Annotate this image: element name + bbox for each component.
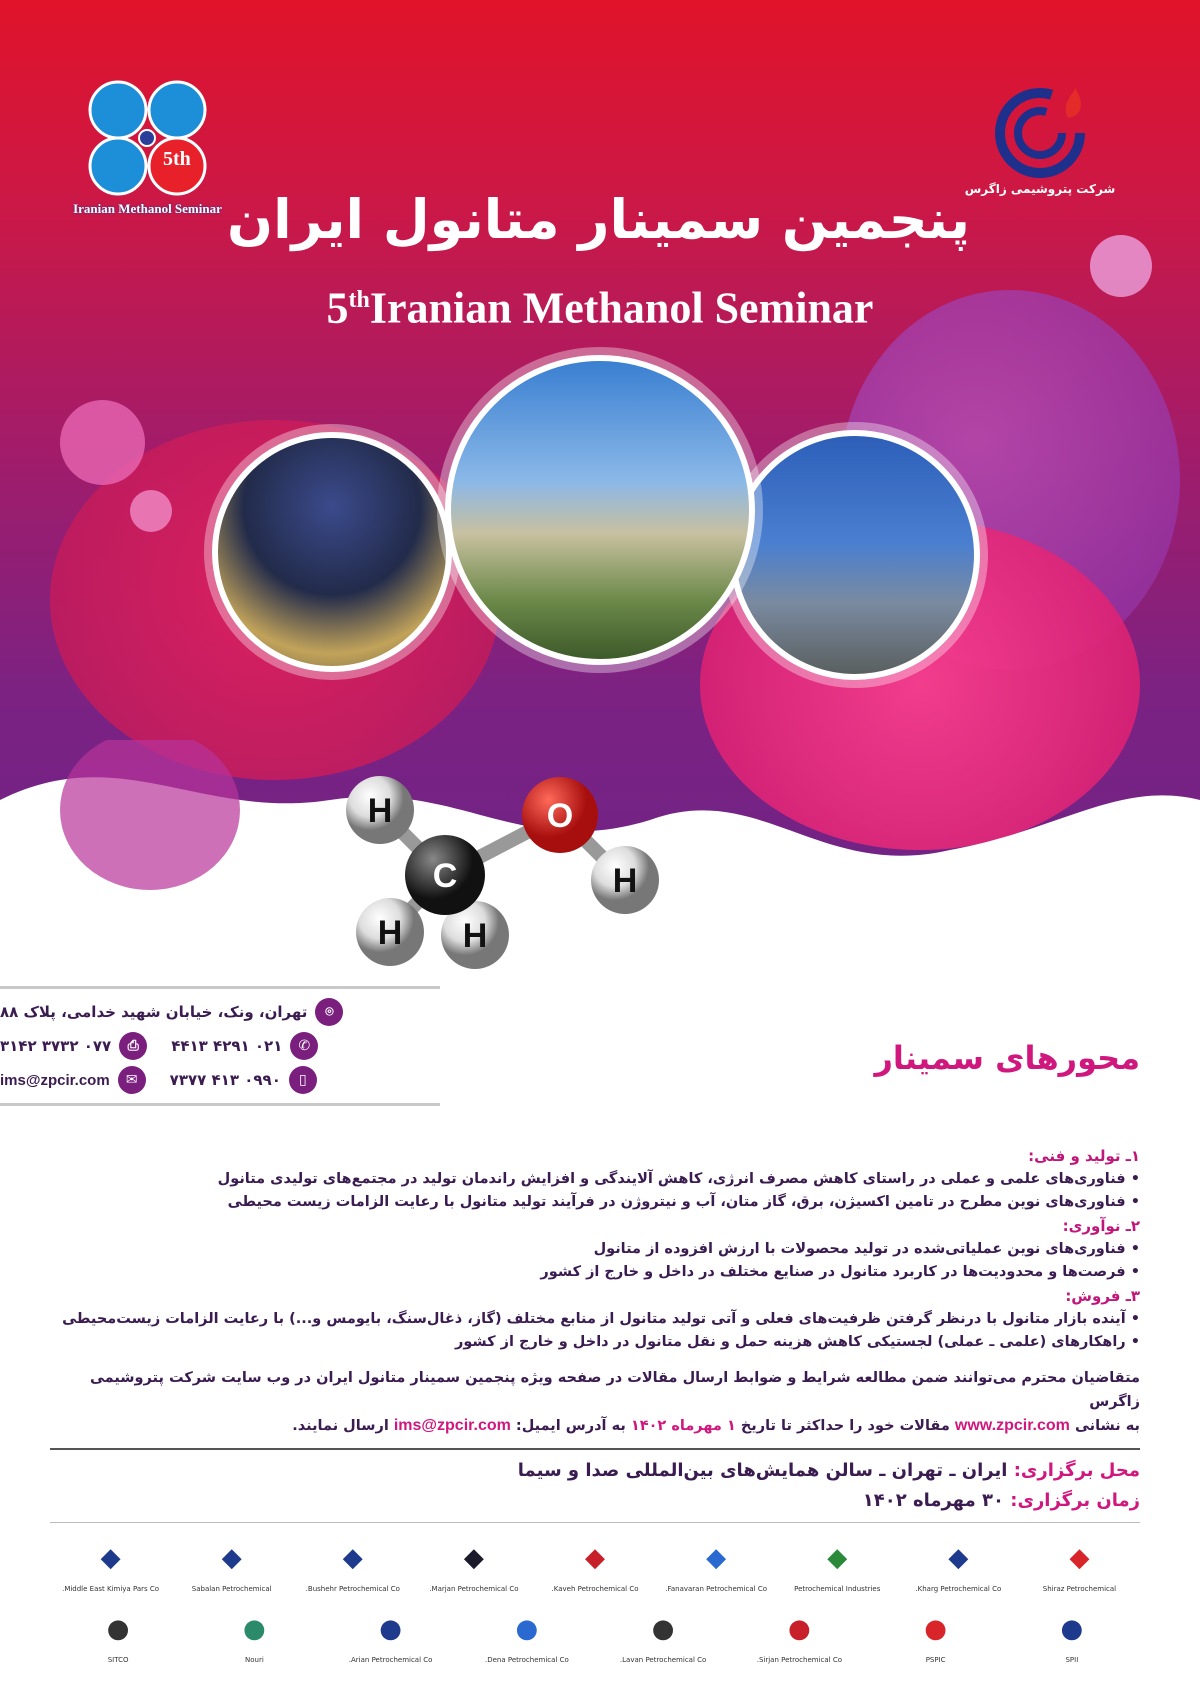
sponsor-mark-icon: ●: [651, 1613, 675, 1644]
decor-dot: [130, 490, 172, 532]
sponsor-mark-icon: ◆: [463, 1542, 484, 1573]
sponsor-mark-icon: ●: [788, 1613, 811, 1644]
topic-section-title: ۲ـ نوآوری:: [1062, 1217, 1140, 1235]
sponsor-name: Sirjan Petrochemical Co.: [756, 1656, 842, 1664]
sponsor-name: Petrochemical Industries: [794, 1585, 881, 1593]
sponsor-logo: [199, 1602, 309, 1665]
atom-label: H: [377, 914, 403, 952]
title-english: 5thIranian Methanol Seminar: [326, 283, 874, 333]
topic-section-title: ۳ـ فروش:: [1065, 1287, 1140, 1305]
sponsor-mark-icon: ◆: [706, 1542, 727, 1573]
sponsor-logo: [881, 1602, 991, 1665]
mobile-icon: ▯: [289, 1066, 317, 1094]
sponsor-row: [50, 1602, 1140, 1665]
sponsor-name: Sabalan Petrochemical: [191, 1585, 272, 1593]
sponsor-logo: [1024, 1531, 1134, 1594]
fax-icon: ⎙: [119, 1032, 147, 1060]
call-for-papers: متقاضیان محترم می‌توانند ضمن مطالعه شرایط و ضوابط ارسال مقالات در صفحه ویژه پنجمین سمینار متانول ایران در وب سایت شرکت پتروشیمی زاگرس به نشانی www.zpcir.com مقالات خود را حداکثر تا تاریخ ۱ مهرماه ۱۴۰۲ به آدرس ایمیل: ims@zpcir.com ارسال نمایند.: [89, 1370, 1140, 1434]
decor-dot: [1090, 235, 1152, 297]
sponsor-name: Fanavaran Petrochemical Co.: [665, 1585, 767, 1593]
sponsor-row: [50, 1531, 1140, 1594]
methanol-molecule: [330, 770, 670, 980]
iranian-methanol-seminar-logo: 5th Iranian Methanol Seminar: [70, 78, 225, 238]
sponsor-logo: [903, 1531, 1013, 1594]
atom-label: O: [546, 797, 574, 835]
sponsor-name: Shiraz Petrochemical: [1042, 1585, 1117, 1593]
sponsor-mark-icon: ●: [243, 1613, 266, 1644]
sponsor-logo: [177, 1531, 287, 1594]
website-link[interactable]: www.zpcir.com: [954, 1417, 1070, 1434]
atom-label: H: [462, 917, 488, 955]
topic-item: • راهکارهای (علمی ـ عملی) لجستیکی کاهش هزینه حمل و نقل متانول در داخل و خارج از کشور: [454, 1334, 1140, 1350]
atom-label: C: [432, 857, 458, 895]
contact-email: ✉ ims@zpcir.com: [0, 1066, 146, 1094]
sponsor-name: Arian Petrochemical Co.: [348, 1656, 433, 1664]
sponsor-mark-icon: ●: [1060, 1613, 1084, 1644]
contact-mobile: ▯ ۰۹۹۰ ۴۱۳ ۷۳۷۷: [170, 1066, 317, 1094]
topic-item: • فناوری‌های نوین عملیاتی‌شده در تولید محصولات با ارزش افزوده از متانول: [593, 1241, 1140, 1257]
contact-phone: ✆ ۰۲۱ ۴۲۹۱ ۴۴۱۳: [171, 1032, 318, 1060]
venue: محل برگزاری: ایران ـ تهران ـ سالن همایش‌های بین‌المللی صدا و سیما: [517, 1460, 1140, 1481]
sponsor-logo: [298, 1531, 408, 1594]
sponsor-name: Dena Petrochemical Co.: [485, 1656, 569, 1664]
topic-item: • فرصت‌ها و محدودیت‌ها در کاربرد متانول در صنایع مختلف در داخل و خارج از کشور: [540, 1264, 1140, 1280]
atom-label: H: [367, 792, 393, 830]
sponsor-mark-icon: ●: [515, 1613, 539, 1644]
lower-content: [50, 1036, 1140, 1665]
sponsor-logo: [56, 1531, 166, 1594]
sponsor-mark-icon: ●: [379, 1613, 402, 1644]
sponsor-name: Lavan Petrochemical Co.: [619, 1656, 707, 1664]
sponsor-name: Marjan Petrochemical Co.: [429, 1585, 519, 1593]
plant-photo-tower: [730, 430, 980, 680]
sponsor-name: Middle East Kimiya Pars Co.: [62, 1585, 160, 1593]
topics-heading: محورهای سمینار: [874, 1039, 1140, 1077]
plant-photo-night: [212, 432, 452, 672]
divider: [50, 1448, 1140, 1450]
divider: [50, 1522, 1140, 1523]
title-persian: پنجمین سمینار متانول ایران: [227, 188, 970, 251]
sponsor-mark-icon: ◆: [948, 1542, 969, 1573]
sponsor-mark-icon: ●: [924, 1613, 947, 1644]
sponsor-name: Kaveh Petrochemical Co.: [551, 1585, 639, 1593]
location-pin-icon: ⌾: [315, 998, 343, 1026]
topic-item: • فناوری‌های علمی و عملی در راستای کاهش مصرف انرژی، کاهش آلایندگی و افزایش راندمان تولید در مجتمع‌های تولیدی متانول: [217, 1171, 1140, 1187]
sponsor-logo: [472, 1602, 582, 1665]
sponsor-logo: [782, 1531, 892, 1594]
email-link[interactable]: ims@zpcir.com: [393, 1417, 511, 1434]
sponsor-logo: [63, 1602, 173, 1665]
sponsor-name: Nouri: [244, 1656, 264, 1664]
topics-list: [50, 1144, 1140, 1354]
sponsor-mark-icon: ◆: [100, 1542, 121, 1573]
sponsor-logo: [540, 1531, 650, 1594]
sponsor-mark-icon: ◆: [1069, 1542, 1090, 1573]
sponsor-logo: [419, 1531, 529, 1594]
sponsor-logo: [661, 1531, 771, 1594]
contact-fax: ⎙ ۰۷۷ ۳۷۳۲ ۳۱۴۲: [0, 1032, 147, 1060]
sponsor-name: Kharg Petrochemical Co.: [915, 1585, 1002, 1593]
sponsor-logo: [336, 1602, 446, 1665]
event-date: زمان برگزاری: ۳۰ مهرماه ۱۴۰۲: [862, 1490, 1140, 1511]
sponsor-mark-icon: ◆: [221, 1542, 242, 1573]
topic-section-title: ۱ـ تولید و فنی:: [1028, 1147, 1140, 1165]
sponsor-name: SITCO: [107, 1656, 129, 1664]
contact-address: ⌾ تهران، ونک، خیابان شهید خدامی، پلاک ۸۸: [0, 998, 343, 1026]
topic-item: • آینده بازار متانول با درنظر گرفتن ظرفیت‌های فعلی و آتی تولید متانول از منابع مختلف (گاز، ذغال‌سنگ، بایومس و...) با رعایت الزامات زیست‌محیطی: [62, 1311, 1140, 1327]
sponsor-logo: [744, 1602, 854, 1665]
phone-icon: ✆: [290, 1032, 318, 1060]
sponsor-mark-icon: ●: [106, 1613, 130, 1644]
mail-icon: ✉: [118, 1066, 146, 1094]
sponsor-logo: [1017, 1602, 1127, 1665]
sponsor-logos: [50, 1531, 1140, 1665]
sponsor-name: PSPIC: [925, 1656, 946, 1664]
sponsor-mark-icon: ◆: [827, 1542, 848, 1573]
plant-photo-day: [445, 355, 755, 665]
sponsor-logo: [608, 1602, 718, 1665]
sponsor-mark-icon: ◆: [585, 1542, 606, 1573]
atom-label: H: [612, 862, 638, 900]
sponsor-mark-icon: ◆: [342, 1542, 363, 1573]
zagros-petrochemical-logo: شرکت پتروشیمی زاگرس: [945, 88, 1135, 228]
sponsor-name: Bushehr Petrochemical Co.: [305, 1585, 400, 1593]
topic-item: • فناوری‌های نوین مطرح در تامین اکسیژن، برق، گاز متان، آب و نیتروژن در فرآیند تولید متانول با رعایت الزامات زیست محیطی: [227, 1194, 1140, 1210]
sponsor-name: SPII: [1065, 1656, 1079, 1664]
decor-dot: [60, 400, 145, 485]
